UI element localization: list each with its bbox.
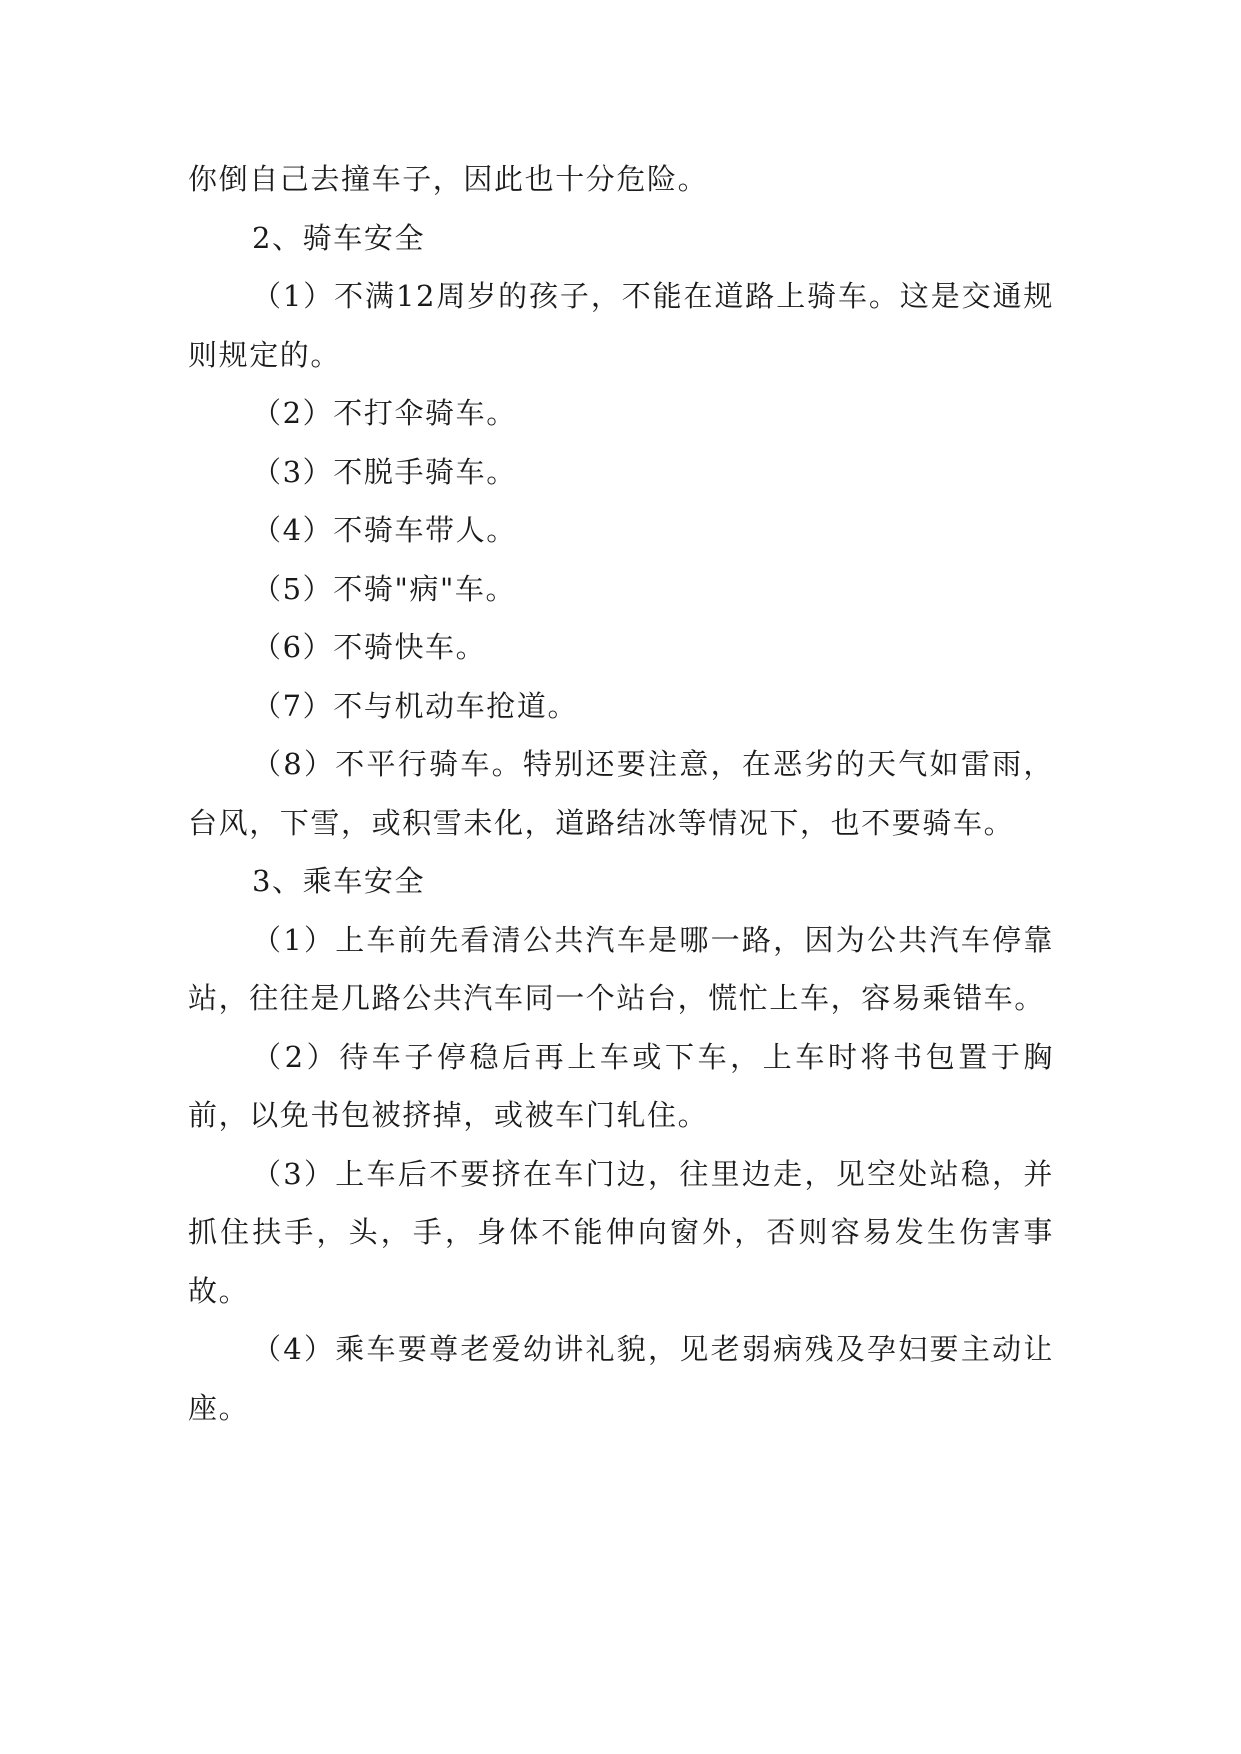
list-item: （4）不骑车带人。	[252, 513, 517, 547]
list-item: （6）不骑快车。	[252, 630, 487, 664]
list-item: （8）不平行骑车。特别还要注意，在恶劣的天气如雷雨，台风，下雪，或积雪未化，道路结冰等情况下，也不要骑车。	[188, 747, 1054, 840]
list-item: （3）不脱手骑车。	[252, 454, 517, 489]
section-heading-riding-safety: 2、骑车安全	[252, 220, 426, 255]
list-item: （5）不骑"病"车。	[252, 571, 517, 606]
list-item: （1）不满12周岁的孩子，不能在道路上骑车。这是交通规则规定的。	[188, 279, 1054, 372]
body-text	[188, 150, 1054, 1437]
list-item: （4）乘车要尊老爱幼讲礼貌，见老弱病残及孕妇要主动让座。	[188, 1332, 1054, 1425]
list-item: （2）不打伞骑车。	[252, 396, 517, 430]
paragraph-continuation: 你倒自己去撞车子，因此也十分危险。	[188, 162, 709, 196]
list-item: （7）不与机动车抢道。	[252, 688, 579, 723]
list-item: （3）上车后不要挤在车门边，往里边走，见空处站稳，并抓住扶手，头，手，身体不能伸向窗外，否则容易发生伤害事故。	[188, 1156, 1054, 1308]
list-item: （1）上车前先看清公共汽车是哪一路，因为公共汽车停靠站，往往是几路公共汽车同一个站台，慌忙上车，容易乘错车。	[188, 922, 1054, 1015]
list-item: （2）待车子停稳后再上车或下车，上车时将书包置于胸前，以免书包被挤掉，或被车门轧住。	[188, 1039, 1054, 1132]
section-heading-bus-safety: 3、乘车安全	[252, 864, 426, 898]
